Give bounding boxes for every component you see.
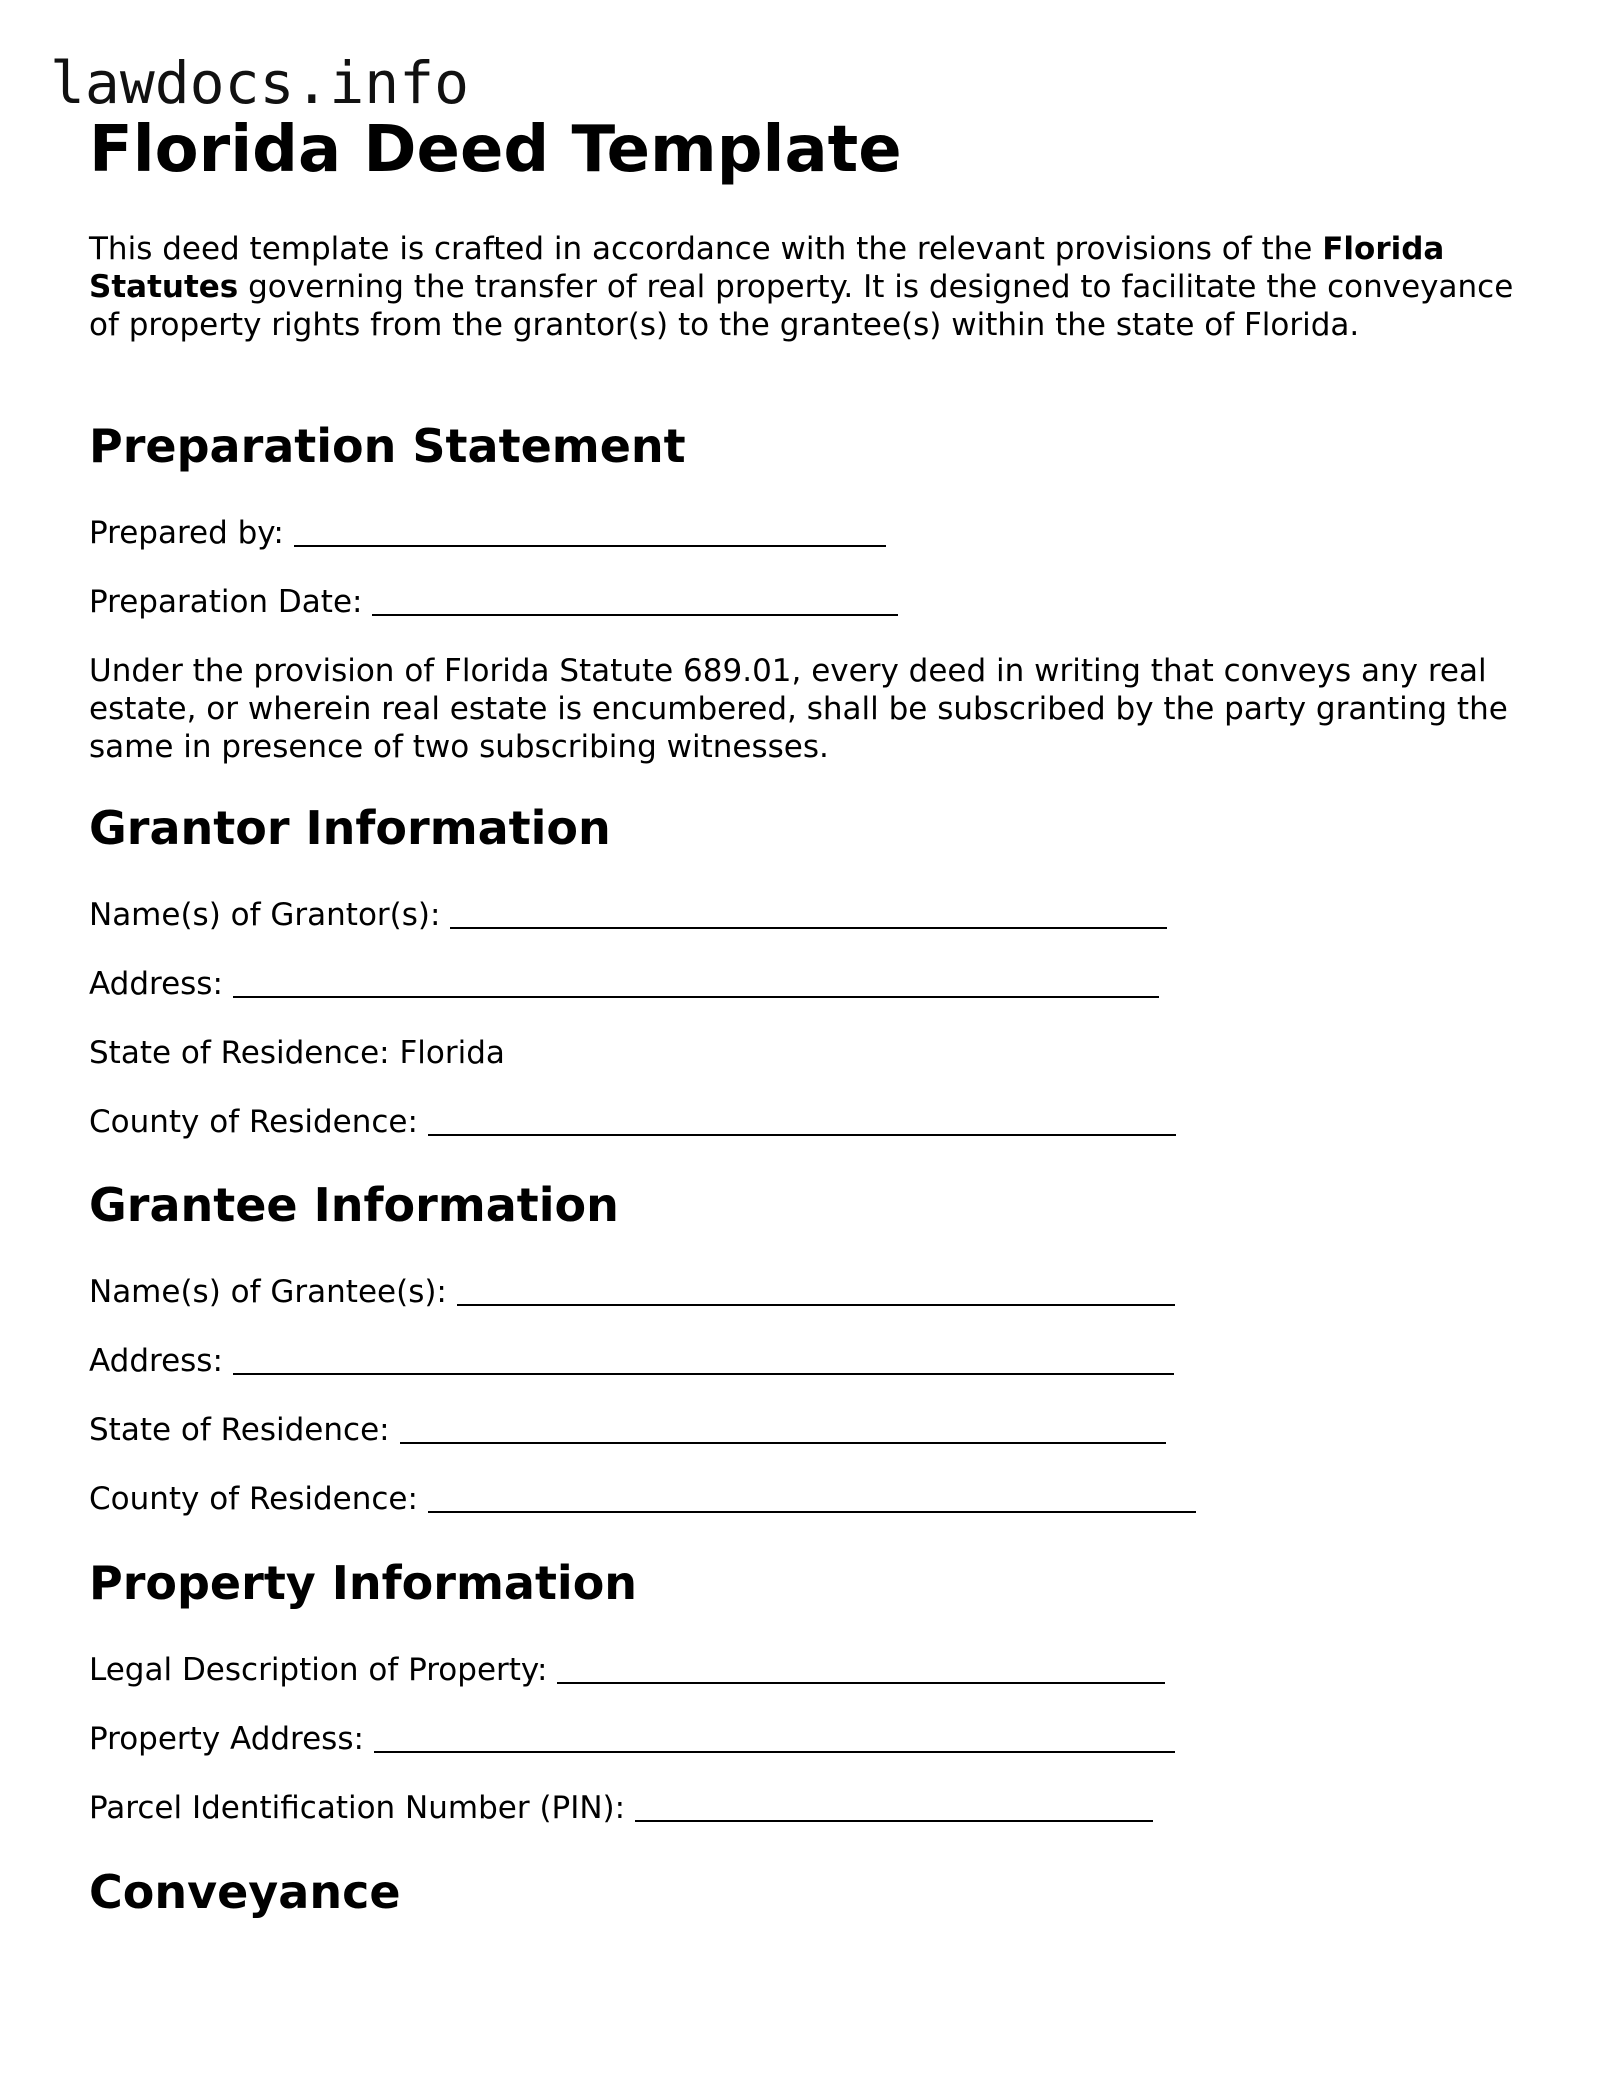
prepared-by-blank[interactable] xyxy=(294,545,886,547)
parcel-id-field xyxy=(89,1789,1153,1827)
statute-paragraph: Under the provision of Florida Statute 689.01, every deed in writing that conveys any real estate, or wherein real estate is encumbered, shall be subscribed by the party granting the same in presence of two subscribing witnesses. xyxy=(89,653,1508,765)
grantee-heading: Grantee Information xyxy=(89,1178,619,1232)
property-heading: Property Information xyxy=(89,1556,638,1610)
intro-text-end: governing the transfer of real property. It is designed to facilitate the conveyance of property rights from the grantor(s) to the grantee(s) within the state of Florida. xyxy=(89,269,1514,343)
grantee-county-blank[interactable] xyxy=(428,1511,1196,1513)
property-address-label: Property Address: xyxy=(89,1721,364,1757)
grantee-state-label: State of Residence: xyxy=(89,1412,390,1448)
site-watermark: lawdocs.info xyxy=(50,49,470,117)
grantor-heading: Grantor Information xyxy=(89,801,611,855)
parcel-id-label: Parcel Identification Number (PIN): xyxy=(89,1790,626,1826)
preparation-date-field xyxy=(89,583,898,621)
prepared-by-label: Prepared by: xyxy=(89,515,284,551)
grantor-address-label: Address: xyxy=(89,966,223,1002)
legal-description-field xyxy=(89,1651,1165,1689)
document-title: Florida Deed Template xyxy=(89,113,902,187)
grantee-names-blank[interactable] xyxy=(457,1304,1175,1306)
grantee-address-blank[interactable] xyxy=(233,1373,1174,1375)
grantee-state-blank[interactable] xyxy=(400,1442,1166,1444)
preparation-heading: Preparation Statement xyxy=(89,419,686,473)
grantor-state-field xyxy=(89,1034,505,1072)
grantor-names-blank[interactable] xyxy=(450,927,1167,929)
legal-description-label: Legal Description of Property: xyxy=(89,1652,548,1688)
grantee-state-field xyxy=(89,1411,1166,1449)
preparation-date-blank[interactable] xyxy=(372,614,898,616)
grantor-state-label: State of Residence: Florida xyxy=(89,1035,505,1071)
grantor-county-label: County of Residence: xyxy=(89,1104,418,1140)
intro-bold-statutes: Florida Statutes xyxy=(89,231,1445,305)
grantor-address-blank[interactable] xyxy=(233,996,1159,998)
grantee-names-field xyxy=(89,1273,1175,1311)
intro-text-start: This deed template is crafted in accordance with the relevant provisions of the xyxy=(89,231,1323,267)
grantor-county-blank[interactable] xyxy=(428,1134,1176,1136)
legal-description-blank[interactable] xyxy=(557,1682,1165,1684)
prepared-by-field xyxy=(89,514,886,552)
parcel-id-blank[interactable] xyxy=(635,1820,1153,1822)
grantee-county-label: County of Residence: xyxy=(89,1481,418,1517)
grantor-names-field xyxy=(89,896,1167,934)
intro-paragraph xyxy=(89,230,1519,344)
property-address-blank[interactable] xyxy=(374,1751,1175,1753)
preparation-date-label: Preparation Date: xyxy=(89,584,363,620)
grantee-names-label: Name(s) of Grantee(s): xyxy=(89,1274,447,1310)
grantee-county-field xyxy=(89,1480,1196,1518)
grantor-address-field xyxy=(89,965,1159,1003)
grantee-address-field xyxy=(89,1342,1174,1380)
conveyance-heading: Conveyance xyxy=(89,1865,401,1919)
grantor-names-label: Name(s) of Grantor(s): xyxy=(89,897,441,933)
property-address-field xyxy=(89,1720,1175,1758)
grantor-county-field xyxy=(89,1103,1176,1141)
grantee-address-label: Address: xyxy=(89,1343,223,1379)
